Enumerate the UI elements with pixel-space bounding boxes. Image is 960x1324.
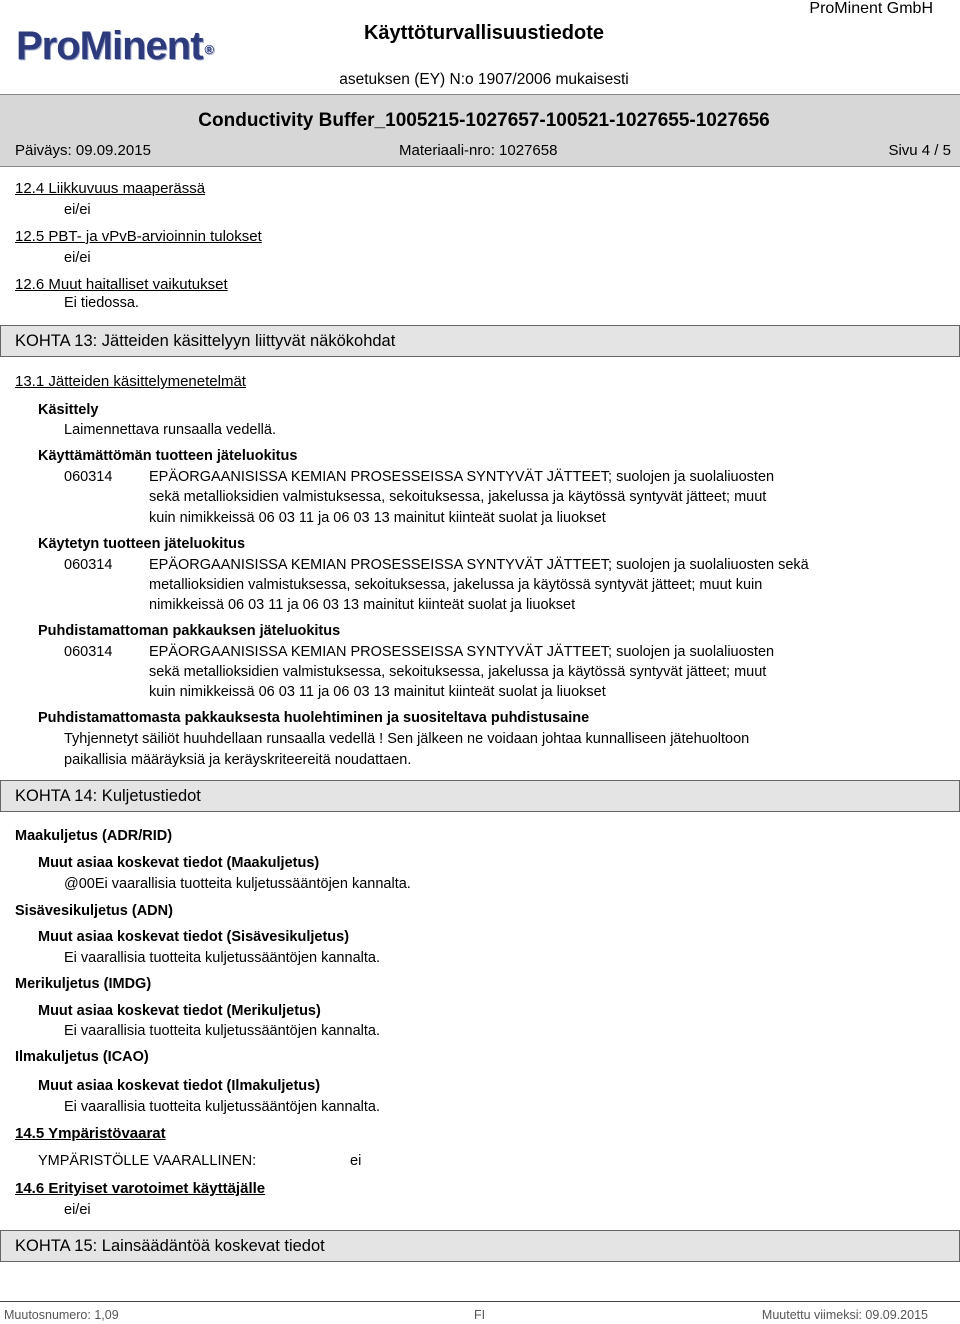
unused-product-code: 060314 [64,469,113,485]
packaging-line-2: sekä metallioksidien valmistuksessa, sekoituksessa, jakelussa ja käytössä syntyvät jätteet; muut [149,664,767,680]
section-13-1-title: 13.1 Jätteiden käsittelymenetelmät [15,373,246,390]
logo-registered-mark: ® [204,42,214,57]
page-number: Sivu 4 / 5 [888,142,951,159]
regulation-note: asetuksen (EY) N:o 1907/2006 mukaisesti [339,71,629,88]
used-product-code: 060314 [64,557,113,573]
product-name: Conductivity Buffer_1005215-1027657-100521-1027655-1027656 [198,110,770,131]
unused-product-label: Käyttämättömän tuotteen jäteluokitus [38,448,298,464]
unused-product-line-2: sekä metallioksidien valmistuksessa, sekoituksessa, jakelussa ja käytössä syntyvät jätteet; muut [149,489,767,505]
logo-text: ProMinent [16,24,203,68]
section-14-title: KOHTA 14: Kuljetustiedot [15,787,201,805]
section-14-5-title: 14.5 Ympäristövaarat [15,1125,166,1142]
document-date: Päiväys: 09.09.2015 [15,142,151,159]
footer-modified: Muutettu viimeksi: 09.09.2015 [761,1308,928,1322]
packaging-line-1: EPÄORGAANISISSA KEMIAN PROSESSEISSA SYNTYVÄT JÄTTEET; suolojen ja suolaliuosten [149,644,775,660]
packaging-code: 060314 [64,644,113,660]
road-transport-title: Maakuljetus (ADR/RID) [15,828,173,844]
unused-product-line-1: EPÄORGAANISISSA KEMIAN PROSESSEISSA SYNTYVÄT JÄTTEET; suolojen ja suolaliuosten [149,469,775,485]
sea-transport-value: Ei vaarallisia tuotteita kuljetussääntöjen kannalta. [64,1023,380,1039]
footer-revision: Muutosnumero: 1,09 [4,1308,119,1322]
section-12-5-title: 12.5 PBT- ja vPvB-arvioinnin tulokset [15,228,262,245]
footer-language: FI [474,1308,486,1322]
section-12-6-value: Ei tiedossa. [64,295,139,311]
used-product-line-3: nimikkeissä 06 03 11 ja 06 03 13 mainitut kiinteät suolat ja liuokset [149,597,576,613]
packaging-line-3: kuin nimikkeissä 06 03 11 ja 06 03 13 mainitut kiinteät suolat ja liuokset [149,684,606,700]
unused-product-line-3: kuin nimikkeissä 06 03 11 ja 06 03 13 mainitut kiinteät suolat ja liuokset [149,510,606,526]
used-product-line-2: metallioksidien valmistuksessa, sekoituksessa, jakelussa ja käytössä syntyvät jätteet; muut kuin [149,577,763,593]
used-product-label: Käytetyn tuotteen jäteluokitus [38,536,246,552]
inland-transport-label: Muut asiaa koskevat tiedot (Sisävesikuljetus) [38,929,350,945]
cleaning-label: Puhdistamattomasta pakkauksesta huolehtiminen ja suositeltava puhdistusaine [38,710,590,726]
footer-divider [0,1301,960,1302]
section-12-6-title: 12.6 Muut haitalliset vaikutukset [15,276,228,293]
section-13-title: KOHTA 13: Jätteiden käsittelyyn liittyvät näkökohdat [15,332,396,350]
inland-transport-value: Ei vaarallisia tuotteita kuljetussääntöjen kannalta. [64,950,380,966]
material-number: Materiaali-nro: 1027658 [399,142,558,159]
handling-label: Käsittely [38,402,99,418]
air-transport-label: Muut asiaa koskevat tiedot (Ilmakuljetus) [38,1078,321,1094]
cleaning-line-2: paikallisia määräyksiä ja keräyskriteereitä noudattaen. [64,752,412,768]
document-title: Käyttöturvallisuustiedote [363,22,605,44]
air-transport-title: Ilmakuljetus (ICAO) [15,1049,149,1065]
section-12-4-title: 12.4 Liikkuvuus maaperässä [15,180,206,197]
road-transport-label: Muut asiaa koskevat tiedot (Maakuljetus) [38,855,320,871]
cleaning-line-1: Tyhjennetyt säiliöt huuhdellaan runsaalla vedellä ! Sen jälkeen ne voidaan johtaa kunnalliseen jätehuoltoon [64,731,750,747]
air-transport-value: Ei vaarallisia tuotteita kuljetussääntöjen kannalta. [64,1099,380,1115]
used-product-line-1: EPÄORGAANISISSA KEMIAN PROSESSEISSA SYNTYVÄT JÄTTEET; suolojen ja suolaliuosten sekä [149,557,809,573]
section-15-title: KOHTA 15: Lainsäädäntöä koskevat tiedot [15,1237,325,1255]
road-transport-value: @00Ei vaarallisia tuotteita kuljetussääntöjen kannalta. [64,876,411,892]
handling-value: Laimennettava runsaalla vedellä. [64,422,276,438]
sea-transport-title: Merikuljetus (IMDG) [15,976,152,992]
section-12-5-value: ei/ei [64,250,91,266]
company-name: ProMinent GmbH [809,0,933,17]
environmental-hazard-label: YMPÄRISTÖLLE VAARALLINEN: [38,1153,257,1169]
environmental-hazard-value: ei [350,1153,362,1169]
inland-transport-title: Sisävesikuljetus (ADN) [15,903,173,919]
sea-transport-label: Muut asiaa koskevat tiedot (Merikuljetus) [38,1003,321,1019]
packaging-label: Puhdistamattoman pakkauksen jäteluokitus [38,623,341,639]
section-12-4-value: ei/ei [64,202,91,218]
section-14-6-title: 14.6 Erityiset varotoimet käyttäjälle [15,1180,266,1197]
section-14-6-value: ei/ei [64,1202,91,1218]
